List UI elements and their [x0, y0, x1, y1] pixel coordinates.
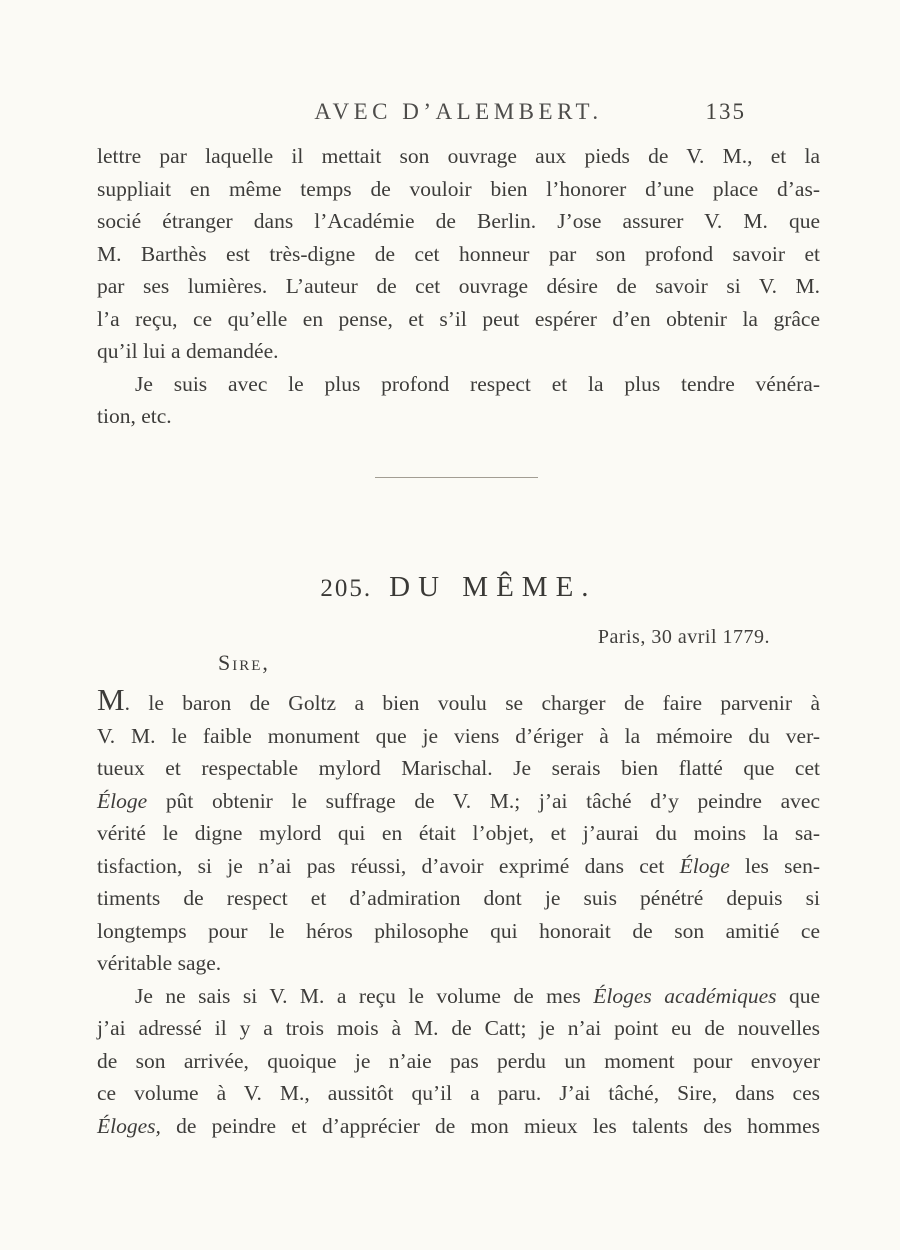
section-number: 205.: [320, 575, 373, 602]
text-line: Éloges, de peindre et d’apprécier de mon mieux les talents des hommes: [97, 1113, 820, 1138]
text-line: tion, etc.: [97, 404, 172, 428]
letter-top-body: [97, 140, 820, 433]
text-line: de son arrivée, quoique je n’aie pas perdu un moment pour envoyer: [97, 1048, 820, 1073]
text-line: M. le baron de Goltz a bien voulu se charger de faire parvenir à: [97, 682, 820, 717]
paragraph-second: [97, 980, 820, 1143]
text-line: l’a reçu, ce qu’elle en pense, et s’il peut espérer d’en obtenir la grâce: [97, 306, 820, 331]
text-line: tueux et respectable mylord Marischal. Je serais bien flatté que cet: [97, 756, 820, 780]
page-number: 135: [705, 99, 746, 124]
paragraph-continuation: [97, 140, 820, 368]
text-line: timents de respect et d’admiration dont je suis pénétré depuis si: [97, 886, 820, 910]
text-line: Je ne sais si V. M. a reçu le volume de mes Éloges académiques que: [135, 983, 821, 1008]
text-line: Je suis avec le plus profond respect et la plus tendre vénéra-: [135, 371, 820, 396]
text-line: ce volume à V. M., aussitôt qu’il a paru. J’ai tâché, Sire, dans ces: [97, 1081, 820, 1105]
running-header-title: AVEC D’ALEMBERT.: [314, 99, 603, 124]
salutation: Sire,: [218, 650, 270, 675]
text-line: qu’il lui a demandée.: [97, 339, 279, 363]
letter-body: [97, 682, 821, 1142]
text-line: M. Barthès est très-digne de cet honneur par son profond savoir et: [97, 241, 820, 266]
text-line: par ses lumières. L’auteur de cet ouvrage désire de savoir si V. M.: [97, 274, 820, 298]
text-line: V. M. le faible monument que je viens d’ériger à la mémoire du ver-: [97, 723, 820, 748]
text-line: Éloge pût obtenir le suffrage de V. M.; j’ai tâché d’y peindre avec: [97, 788, 820, 813]
section-heading: [97, 571, 820, 604]
running-header: [97, 99, 820, 129]
text-line: suppliait en même temps de vouloir bien l’honorer d’une place d’as-: [97, 176, 820, 201]
dateline: Paris, 30 avril 1779.: [597, 626, 770, 648]
section-divider-rule: [375, 477, 538, 478]
text-line: j’ai adressé il y a trois mois à M. de Catt; je n’ai point eu de nouvelles: [97, 1016, 820, 1040]
section-title: DU MÊME.: [389, 571, 597, 603]
text-line: vérité le digne mylord qui en était l’objet, et j’aurai du moins la sa-: [97, 821, 820, 845]
text-line: longtemps pour le héros philosophe qui honorait de son amitié ce: [97, 918, 820, 943]
text-line: lettre par laquelle il mettait son ouvrage aux pieds de V. M., et la: [97, 144, 820, 168]
paragraph-opening: [97, 682, 820, 980]
text-line: tisfaction, si je n’ai pas réussi, d’avoir exprimé dans cet Éloge les sen-: [97, 853, 820, 878]
text-line: véritable sage.: [97, 951, 222, 975]
paragraph-closing: [97, 368, 820, 433]
text-line: socié étranger dans l’Académie de Berlin. J’ose assurer V. M. que: [97, 209, 820, 233]
